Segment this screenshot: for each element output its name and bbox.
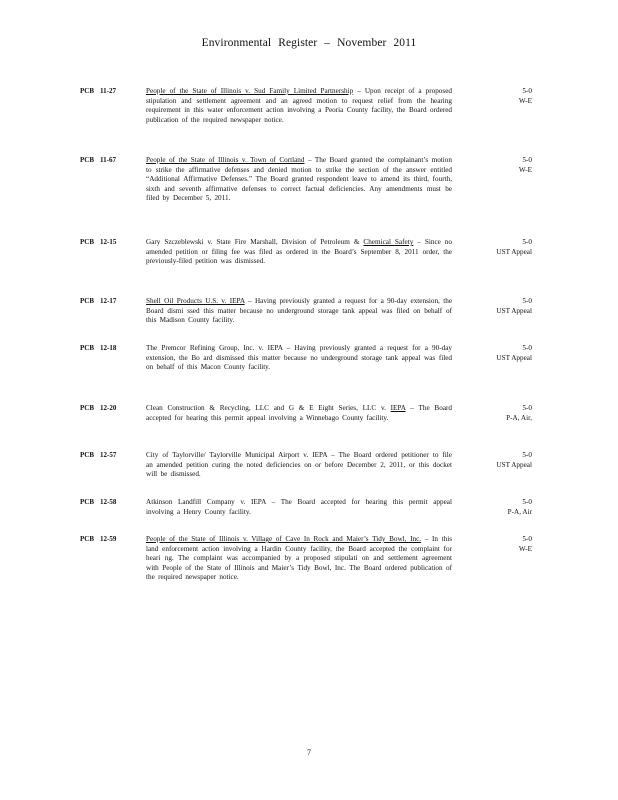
case-caption: Chemical Safety [363,238,414,246]
vote-column: 5-0 W-E [518,87,532,105]
case-number: PCB 12-59 [80,535,117,543]
vote-column: 5-0 P-A, Air [507,498,532,516]
entry-text: Shell Oil Products U.S. v. IEPA – Having previously granted a request for a 90-day extension, the Board dismi ssed this matter because no underground storage tank appeal was filed on behalf of this Madison County facility. [146,297,453,325]
vote-column: 5-0 W-E [518,535,532,553]
case-number: PCB 12-20 [80,404,117,412]
vote-column: 5-0 P-A, Air, [506,404,532,422]
vote-column: 5-0 UST Appeal [496,451,532,469]
case-caption: Shell Oil Products U.S. v. IEPA [146,297,245,305]
entry-text: People of the State of Illinois v. Village of Cave In Rock and Maier’s Tidy Bowl, Inc. – In this land enforcement action involving a Hardin County facility, the Board accepted the complaint for heari ng. The complaint was accompanied by a proposed stipulati on and settlement agreement with People of the State of Illinois and Maier’s Tidy Bowl, Inc. The Board ordered publication of the required newspaper notice. [146,535,453,582]
entry-text: The Premcor Refining Group, Inc. v. IEPA – Having previously granted a request for a 90-day extension, the Bo ard dismissed this matter because no underground storage tank appeal was filed on behalf of this Macon County facility. [146,344,453,372]
entry-text: City of Taylorville/ Taylorville Municipal Airport v. IEPA – The Board ordered petitioner to file an amended petition curing the noted deficiencies on or before December 2, 2011, or this docket will be dismissed. [146,451,452,479]
case-number: PCB 11-67 [80,156,116,164]
case-caption: People of the State of Illinois v. Town of Cortland [146,156,305,164]
vote-column: 5-0 UST Appeal [496,297,532,315]
case-number: PCB 11-27 [80,87,116,95]
entry-text: Gary Szczeblewski v. State Fire Marshall, Division of Petroleum & Chemical Safety – Since no amended petition or filing fee was filed as ordered in the Board’s September 8, 2011 order, the previously-filed petition was dismissed. [146,238,452,266]
case-number: PCB 12-18 [80,344,117,352]
vote-column: 5-0 UST Appeal [496,238,532,256]
case-caption: People of the State of Illinois v. Village of Cave In Rock and Maier’s Tidy Bowl, Inc. [146,535,422,543]
case-number: PCB 12-15 [80,238,117,246]
entry-text: People of the State of Illinois v. Sud Family Limited Partnership – Upon receipt of a proposed stipulation and settlement agreement and an agreed motion to request relief from the hearing requirement in this water enforcement action involving a Peoria County facility, the Board ordered publication of the required newspaper notice. [146,87,452,124]
case-number: PCB 12-57 [80,451,117,459]
vote-column: 5-0 UST Appeal [496,344,532,362]
case-caption: IEPA [390,404,406,412]
case-number: PCB 12-17 [80,297,117,305]
entry-text: People of the State of Illinois v. Town of Cortland – The Board granted the complainant’s motion to strike the affirmative defenses and denied motion to strike the section of the answer entitled “Additional Affirmative Defenses.” The Board granted respondent leave to amend its third, fourth, sixth and seventh affirmative defenses to correct factual deficiencies. Any amendments must be filed by December 5, 2011. [146,156,452,203]
entry-text: Atkinson Landfill Company v. IEPA – The Board accepted for hearing this permit appeal involving a Henry County facility. [146,498,452,516]
page-header: Environmental Register – November 2011 [201,37,417,49]
case-number: PCB 12-58 [80,498,117,506]
vote-column: 5-0 W-E [518,156,532,174]
page-number: 7 [307,748,311,757]
case-caption: People of the State of Illinois v. Sud Family Limited Partnership [146,87,354,95]
entry-text: Clean Construction & Recycling, LLC and G & E Eight Series, LLC v. IEPA – The Board accepted for hearing this permit appeal involving a Winnebago County facility. [146,404,452,422]
